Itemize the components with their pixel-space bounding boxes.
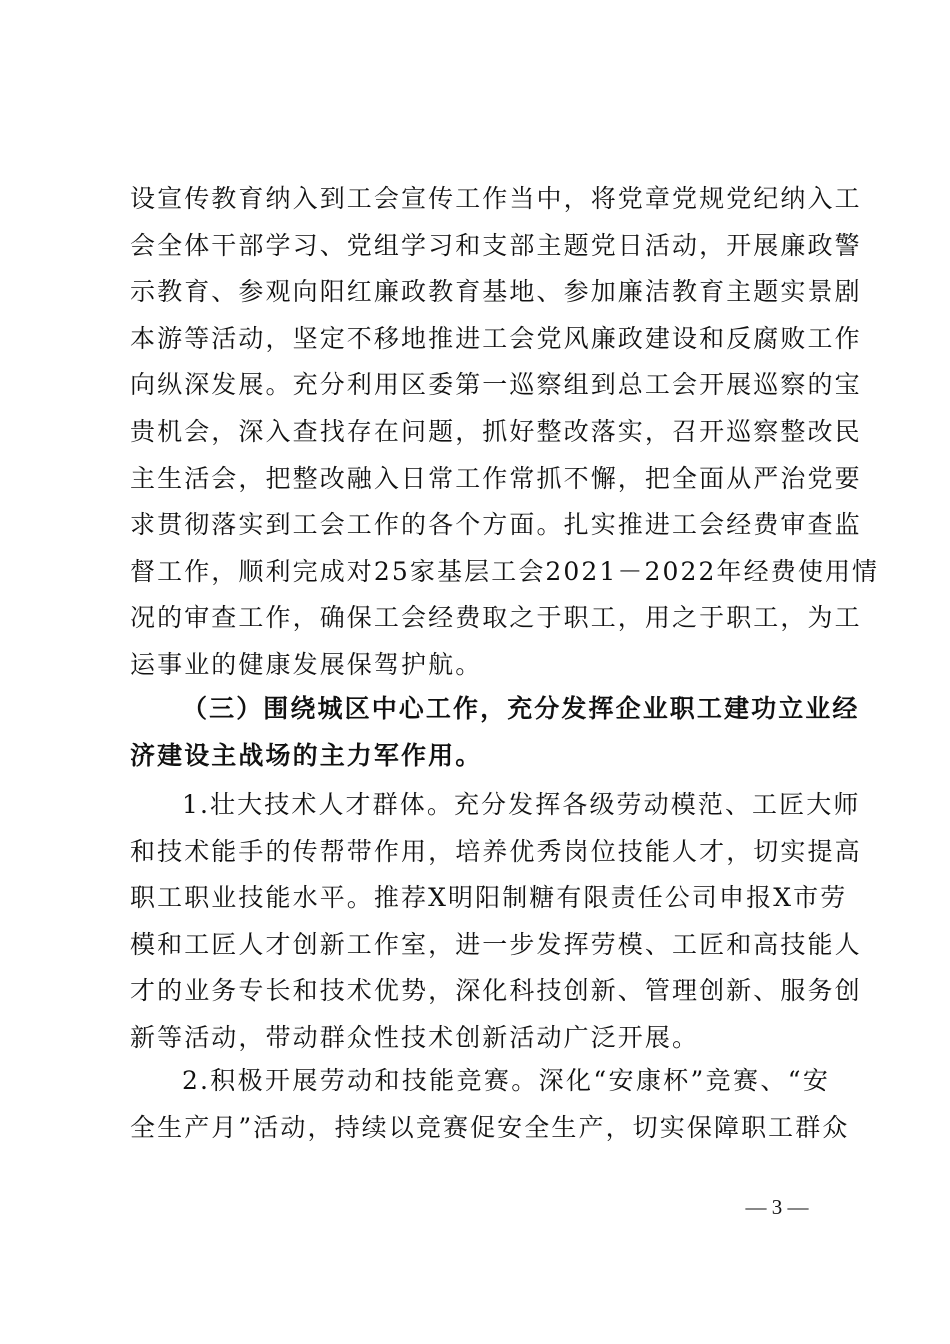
paragraph-line: 主生活会，把整改融入日常工作常抓不懈，把全面从严治党要 (130, 463, 862, 493)
paragraph-line: 才的业务专长和技术优势，深化科技创新、管理创新、服务创 (130, 976, 862, 1006)
paragraph-line: 督工作，顺利完成对25家基层工会2021－2022年经费使用情 (130, 556, 880, 586)
item-1-paragraph (130, 782, 862, 1062)
paragraph-line: 求贯彻落实到工会工作的各个方面。扎实推进工会经费审查监 (130, 510, 862, 540)
heading-line: （三）围绕城区中心工作，充分发挥企业职工建功立业经 (182, 694, 860, 723)
item-2-paragraph (130, 1058, 850, 1151)
paragraph-line: 1.壮大技术人才群体。充分发挥各级劳动模范、工匠大师 (182, 790, 861, 819)
paragraph-line: 全生产月”活动，持续以竞赛促安全生产，切实保障职工群众 (130, 1112, 850, 1142)
paragraph-line: 新等活动，带动群众性技术创新活动广泛开展。 (130, 1022, 700, 1052)
section-heading-3 (130, 686, 860, 779)
paragraph-line: 2.积极开展劳动和技能竞赛。深化“安康杯”竞赛、“安 (182, 1066, 830, 1095)
page-number: — 3 — (745, 1195, 809, 1219)
paragraph-line: 向纵深发展。充分利用区委第一巡察组到总工会开展巡察的宝 (130, 370, 862, 400)
paragraph-line: 运事业的健康发展保驾护航。 (130, 649, 483, 679)
paragraph-line: 本游等活动，坚定不移地推进工会党风廉政建设和反腐败工作 (130, 323, 862, 353)
paragraph-line: 示教育、参观向阳红廉政教育基地、参加廉洁教育主题实景剧 (130, 277, 862, 307)
paragraph-line: 况的审查工作，确保工会经费取之于职工，用之于职工，为工 (130, 603, 862, 633)
body-paragraph (130, 176, 880, 689)
paragraph-line: 职工职业技能水平。推荐X明阳制糖有限责任公司申报X市劳 (130, 883, 848, 913)
paragraph-line: 模和工匠人才创新工作室，进一步发挥劳模、工匠和高技能人 (130, 929, 862, 959)
paragraph-line: 设宣传教育纳入到工会宣传工作当中，将党章党规党纪纳入工 (130, 184, 862, 213)
paragraph-line: 会全体干部学习、党组学习和支部主题党日活动，开展廉政警 (130, 230, 862, 260)
heading-line: 济建设主战场的主力军作用。 (130, 740, 483, 770)
paragraph-line: 和技术能手的传帮带作用，培养优秀岗位技能人才，切实提高 (130, 836, 862, 866)
paragraph-line: 贵机会，深入查找存在问题，抓好整改落实，召开巡察整改民 (130, 416, 862, 446)
